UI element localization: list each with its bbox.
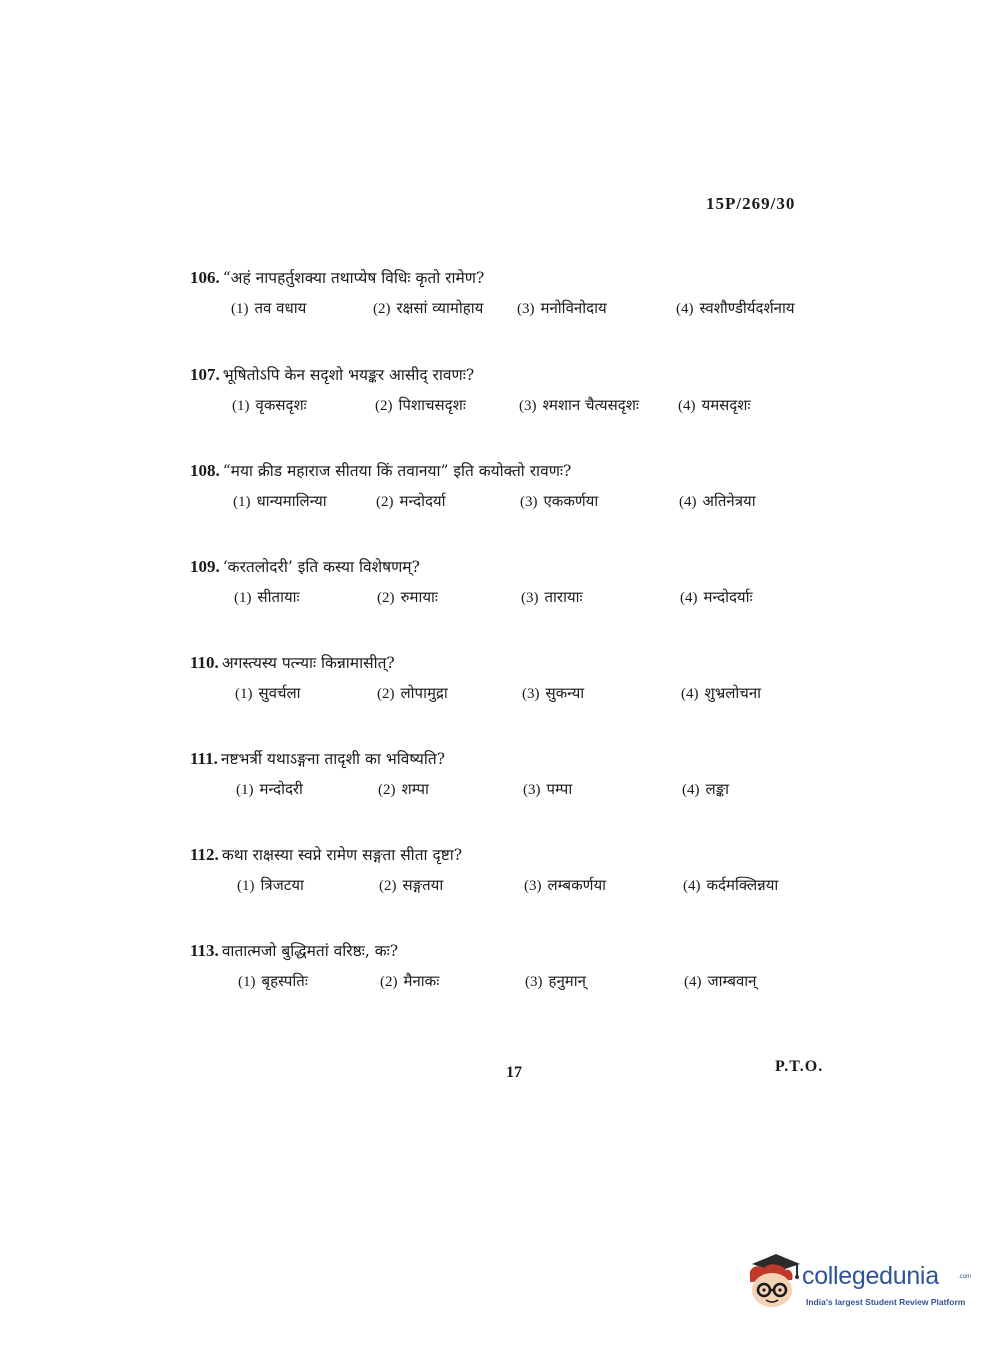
- option-4: [676, 298, 795, 318]
- option-number: (4): [683, 878, 701, 894]
- question-110: [190, 651, 850, 713]
- option-number: (1): [234, 590, 252, 606]
- option-number: (3): [524, 878, 542, 894]
- option-number: (4): [680, 590, 698, 606]
- option-text: रुमायाः: [400, 588, 438, 606]
- option-text: शुभ्रलोचना: [704, 684, 762, 702]
- options-row: [190, 587, 850, 617]
- options-row: [190, 683, 850, 713]
- option-number: (3): [523, 782, 541, 798]
- option-text: पम्पा: [546, 780, 573, 798]
- option-text: लङ्का: [705, 780, 730, 798]
- option-text: पिशाचसदृशः: [398, 396, 466, 414]
- option-1: [235, 683, 301, 703]
- option-3: [524, 875, 606, 895]
- option-text: मैनाकः: [403, 972, 440, 990]
- option-text: बृहस्पतिः: [261, 972, 308, 990]
- option-number: (1): [235, 686, 253, 702]
- option-number: (1): [232, 398, 250, 414]
- option-number: (1): [238, 974, 256, 990]
- option-number: (4): [676, 301, 694, 317]
- question-number: 106.: [190, 268, 220, 287]
- option-number: (1): [237, 878, 255, 894]
- question-number: 109.: [190, 557, 220, 576]
- collegedunia-logo: [742, 1250, 972, 1320]
- question-number: 110.: [190, 653, 219, 672]
- option-text: मन्दोदरी: [259, 780, 303, 798]
- question-number: 112.: [190, 845, 219, 864]
- option-2: [373, 298, 483, 318]
- option-2: [377, 587, 438, 607]
- pto-label: P.T.O.: [775, 1058, 824, 1075]
- option-text: शम्पा: [401, 780, 429, 798]
- question-text: नष्टभर्त्री यथाऽङ्गना तादृशी का भविष्यति?: [220, 750, 446, 768]
- option-text: सुकन्या: [545, 684, 585, 702]
- option-1: [232, 395, 307, 415]
- question-text: कथा राक्षस्या स्वप्ने रामेण सङ्गता सीता दृष्टा?: [221, 846, 463, 864]
- option-3: [523, 779, 572, 799]
- option-2: [377, 683, 448, 703]
- option-number: (4): [682, 782, 700, 798]
- option-text: सुवर्चला: [258, 684, 301, 702]
- option-text: रक्षसां व्यामोहाय: [396, 299, 484, 317]
- option-1: [238, 971, 308, 991]
- options-row: [190, 298, 850, 328]
- option-3: [519, 395, 639, 415]
- option-text: लोपामुद्रा: [400, 684, 448, 702]
- option-text: धान्यमालिन्या: [256, 492, 327, 510]
- option-4: [683, 875, 778, 895]
- option-number: (1): [233, 494, 251, 510]
- option-2: [376, 491, 446, 511]
- page-number: 17: [506, 1064, 522, 1081]
- question-text: भूषितोऽपि केन सदृशो भयङ्कर आसीद् रावणः?: [222, 366, 475, 384]
- option-text: सङ्गतया: [402, 876, 444, 894]
- option-number: (4): [678, 398, 696, 414]
- option-number: (3): [525, 974, 543, 990]
- option-number: (2): [377, 686, 395, 702]
- option-number: (3): [521, 590, 539, 606]
- question-text: “मया क्रीड महाराज सीतया किं तवानया” इति कयोक्तो रावणः?: [222, 462, 572, 480]
- question-number: 113.: [190, 941, 219, 960]
- options-row: [190, 779, 850, 809]
- question-number: 107.: [190, 365, 220, 384]
- question-106: [190, 266, 850, 328]
- question-111: [190, 747, 850, 809]
- option-number: (2): [379, 878, 397, 894]
- option-number: (3): [522, 686, 540, 702]
- option-4: [680, 587, 753, 607]
- question-113: [190, 939, 850, 1001]
- question-text: वातात्मजो बुद्धिमतां वरिष्ठः, कः?: [221, 942, 399, 960]
- option-number: (4): [679, 494, 697, 510]
- question-107: [190, 363, 850, 425]
- option-2: [375, 395, 466, 415]
- option-2: [380, 971, 439, 991]
- option-number: (4): [684, 974, 702, 990]
- option-4: [681, 683, 761, 703]
- option-text: सीतायाः: [257, 588, 300, 606]
- option-text: कर्दमक्लिन्नया: [706, 876, 779, 894]
- options-row: [190, 395, 850, 425]
- option-1: [231, 298, 306, 318]
- question-text: “अहं नापहर्तुशक्या तथाप्येष विधिः कृतो रामेण?: [222, 269, 485, 287]
- option-number: (2): [373, 301, 391, 317]
- option-text: मन्दोदर्या: [399, 492, 446, 510]
- option-number: (4): [681, 686, 699, 702]
- option-text: श्मशान चैत्यसदृशः: [542, 396, 639, 414]
- option-text: मन्दोदर्याः: [703, 588, 753, 606]
- option-text: तारायाः: [544, 588, 583, 606]
- option-text: तव वधाय: [254, 299, 307, 317]
- option-text: मनोविनोदाय: [540, 299, 607, 317]
- option-text: यमसदृशः: [701, 396, 751, 414]
- option-3: [525, 971, 586, 991]
- option-1: [237, 875, 304, 895]
- option-text: एककर्णया: [543, 492, 599, 510]
- option-number: (3): [520, 494, 538, 510]
- option-text: त्रिजटया: [260, 876, 304, 894]
- mascot-icon: [742, 1250, 804, 1314]
- option-text: हनुमान्: [548, 972, 586, 990]
- question-112: [190, 843, 850, 905]
- option-2: [379, 875, 443, 895]
- option-number: (2): [376, 494, 394, 510]
- question-108: [190, 459, 850, 521]
- option-1: [233, 491, 327, 511]
- option-1: [236, 779, 303, 799]
- option-text: अतिनेत्रया: [702, 492, 756, 510]
- question-109: [190, 555, 850, 617]
- option-number: (2): [375, 398, 393, 414]
- options-row: [190, 875, 850, 905]
- logo-wordmark: collegedunia: [802, 1262, 939, 1290]
- option-4: [684, 971, 757, 991]
- logo-tagline: India's largest Student Review Platform: [806, 1297, 966, 1307]
- option-number: (2): [378, 782, 396, 798]
- option-3: [522, 683, 584, 703]
- option-text: वृकसदृशः: [255, 396, 307, 414]
- option-1: [234, 587, 300, 607]
- option-number: (3): [519, 398, 537, 414]
- option-2: [378, 779, 429, 799]
- option-3: [520, 491, 598, 511]
- option-number: (2): [377, 590, 395, 606]
- option-4: [682, 779, 729, 799]
- option-number: (1): [231, 301, 249, 317]
- option-text: स्वशौण्डीर्यदर्शनाय: [699, 299, 795, 317]
- option-text: जाम्बवान्: [707, 972, 757, 990]
- option-text: लम्बकर्णया: [547, 876, 607, 894]
- option-number: (3): [517, 301, 535, 317]
- option-4: [678, 395, 751, 415]
- question-text: अगस्त्यस्य पत्न्याः किन्नामासीत्?: [221, 654, 395, 672]
- options-row: [190, 971, 850, 1001]
- question-number: 111.: [190, 749, 218, 768]
- option-4: [679, 491, 756, 511]
- question-number: 108.: [190, 461, 220, 480]
- paper-code: 15P/269/30: [706, 194, 796, 213]
- logo-suffix: .com: [958, 1274, 972, 1280]
- option-3: [521, 587, 583, 607]
- option-number: (2): [380, 974, 398, 990]
- option-3: [517, 298, 607, 318]
- option-number: (1): [236, 782, 254, 798]
- question-text: ‘करतलोदरी’ इति कस्या विशेषणम्?: [222, 558, 420, 576]
- options-row: [190, 491, 850, 521]
